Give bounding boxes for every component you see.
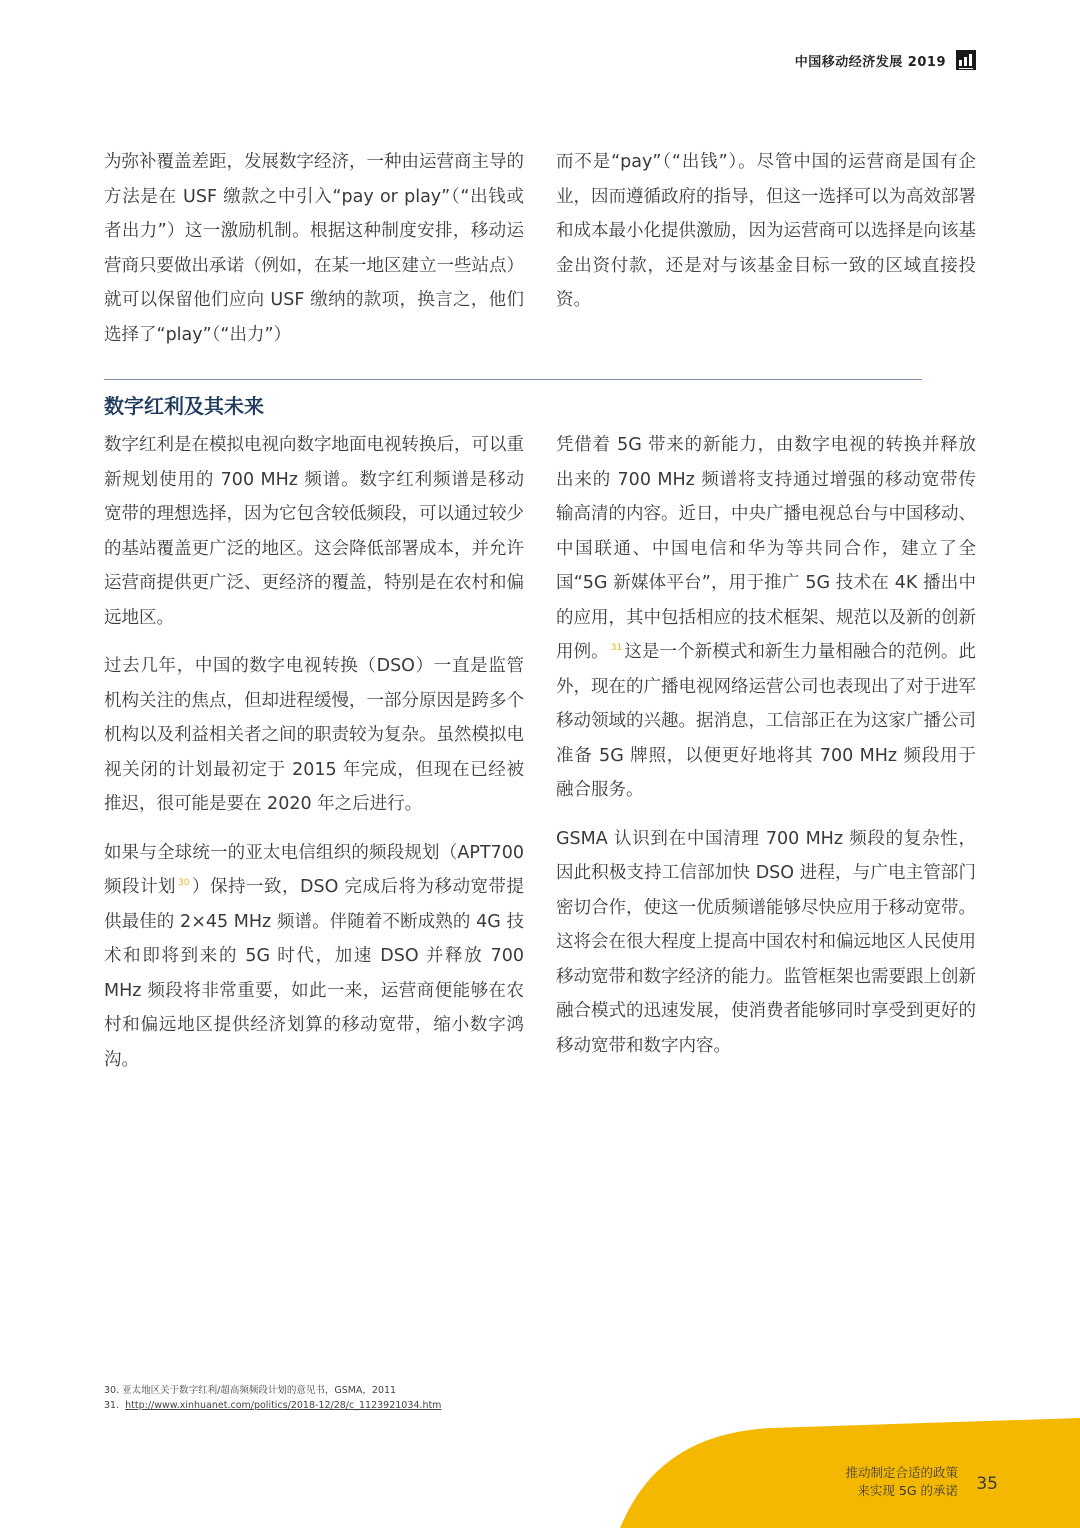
paragraph-gsma: GSMA 认识到在中国清理 700 MHz 频段的复杂性，因此积极支持工信部加快 DSO 进程，与广电主管部门密切合作，使这一优质频谱能够尽快应用于移动宽带。这将会在很大程度上提高中国农村和偏远地区人民使用移动宽带和数字经济的能力。监管框架也需要跟上创新融合模式的迅速发展，使消费者能够同时享受到更好的移动宽带和数字内容。 xyxy=(556,828,976,1056)
media-text-b: 这是一个新模式和新生力量相融合的范例。此外，现在的广播电视网络运营公司也表现出了对于进军移动领域的兴趣。据消息，工信部正在为这家广播公司准备 5G 牌照，以便更好地将其 700 MHz 频段用于融合服务。 xyxy=(556,642,977,800)
intro-right-column xyxy=(556,145,976,332)
intro-paragraph-left: 为弥补覆盖差距，发展数字经济，一种由运营商主导的方法是在 USF 缴款之中引入“pay or play”（“出钱或者出力”）这一激励机制。根据这种制度安排，移动运营商只要做出承诺（例如，在某一地区建立一些站点）就可以保留他们应向 USF 缴纳的款项，换言之，他们选择了“play”（“出力”） xyxy=(104,152,524,345)
report-title: 中国移动经济发展 2019 xyxy=(794,54,946,70)
gsma-logo-icon xyxy=(956,50,976,70)
paragraph-5g-media xyxy=(556,428,976,808)
page-corner-accent xyxy=(620,1398,1080,1528)
footer-caption xyxy=(845,1464,958,1500)
page-number: 35 xyxy=(976,1474,998,1494)
section-right-column xyxy=(556,428,976,1077)
paragraph-dso: 过去几年，中国的数字电视转换（DSO）一直是监管机构关注的焦点，但却进程缓慢，一部分原因是跨多个机构以及利益相关者之间的职责较为复杂。虽然模拟电视关闭的计划最初定于 2015 年完成，但现在已经被推迟，很可能是要在 2020 年之后进行。 xyxy=(104,656,524,814)
section-divider xyxy=(104,379,922,380)
page-header xyxy=(795,50,976,70)
footnotes xyxy=(104,1383,441,1413)
footnote-ref-30[interactable]: 30 xyxy=(178,878,190,889)
section-left-column xyxy=(104,428,524,1091)
paragraph-apt700 xyxy=(104,836,524,1078)
footnote-31-number: 31. xyxy=(104,1400,120,1411)
footnote-30: 30. 亚太地区关于数字红利/超高频频段计划的意见书，GSMA，2011 xyxy=(104,1385,397,1396)
footnote-ref-31[interactable]: 31 xyxy=(610,643,623,654)
intro-paragraph-right: 而不是“pay”（“出钱”）。尽管中国的运营商是国有企业，因而遵循政府的指导，但这一选择可以为高效部署和成本最小化提供激励，因为运营商可以选择是向该基金出资付款，还是对与该基金目标一致的区域直接投资。 xyxy=(556,152,976,310)
apt700-text-a: 如果与全球统一的亚太电信组织的频段规划（APT700 频段计划 xyxy=(104,842,524,897)
section-heading: 数字红利及其未来 xyxy=(104,394,264,418)
media-text-a: 凭借着 5G 带来的新能力，由数字电视的转换并释放出来的 700 MHz 频谱将支持通过增强的移动宽带传输高清的内容。近日，中央广播电视总台与中国移动、中国联通、中国电信和华为等共同合作，建立了全国“5G 新媒体平台”，用于推广 5G 技术在 4K 播出中的应用，其中包括相应的技术框架、规范以及新的创新用例。 xyxy=(556,435,976,662)
footer-line-1: 推动制定合适的政策 xyxy=(845,1465,958,1480)
yellow-corner-shape xyxy=(620,1398,1080,1528)
footer-line-2: 来实现 5G 的承诺 xyxy=(857,1483,958,1498)
paragraph-digital-dividend: 数字红利是在模拟电视向数字地面电视转换后，可以重新规划使用的 700 MHz 频谱。数字红利频谱是移动宽带的理想选择，因为它包含较低频段，可以通过较少的基站覆盖更广泛的地区。这会降低部署成本，并允许运营商提供更广泛、更经济的覆盖，特别是在农村和偏远地区。 xyxy=(104,435,524,628)
footnote-31 xyxy=(104,1398,441,1413)
intro-left-column xyxy=(104,145,524,366)
apt700-text-b: ）保持一致，DSO 完成后将为移动宽带提供最佳的 2×45 MHz 频谱。伴随着不断成熟的 4G 技术和即将到来的 5G 时代，加速 DSO 并释放 700 MHz 频段将非常重要，如此一来，运营商便能够在农村和偏远地区提供经济划算的移动宽带，缩小数字鸿沟。 xyxy=(104,877,525,1070)
footnote-31-link[interactable]: http://www.xinhuanet.com/politics/2018-12/28/c_1123921034.htm xyxy=(125,1400,442,1411)
